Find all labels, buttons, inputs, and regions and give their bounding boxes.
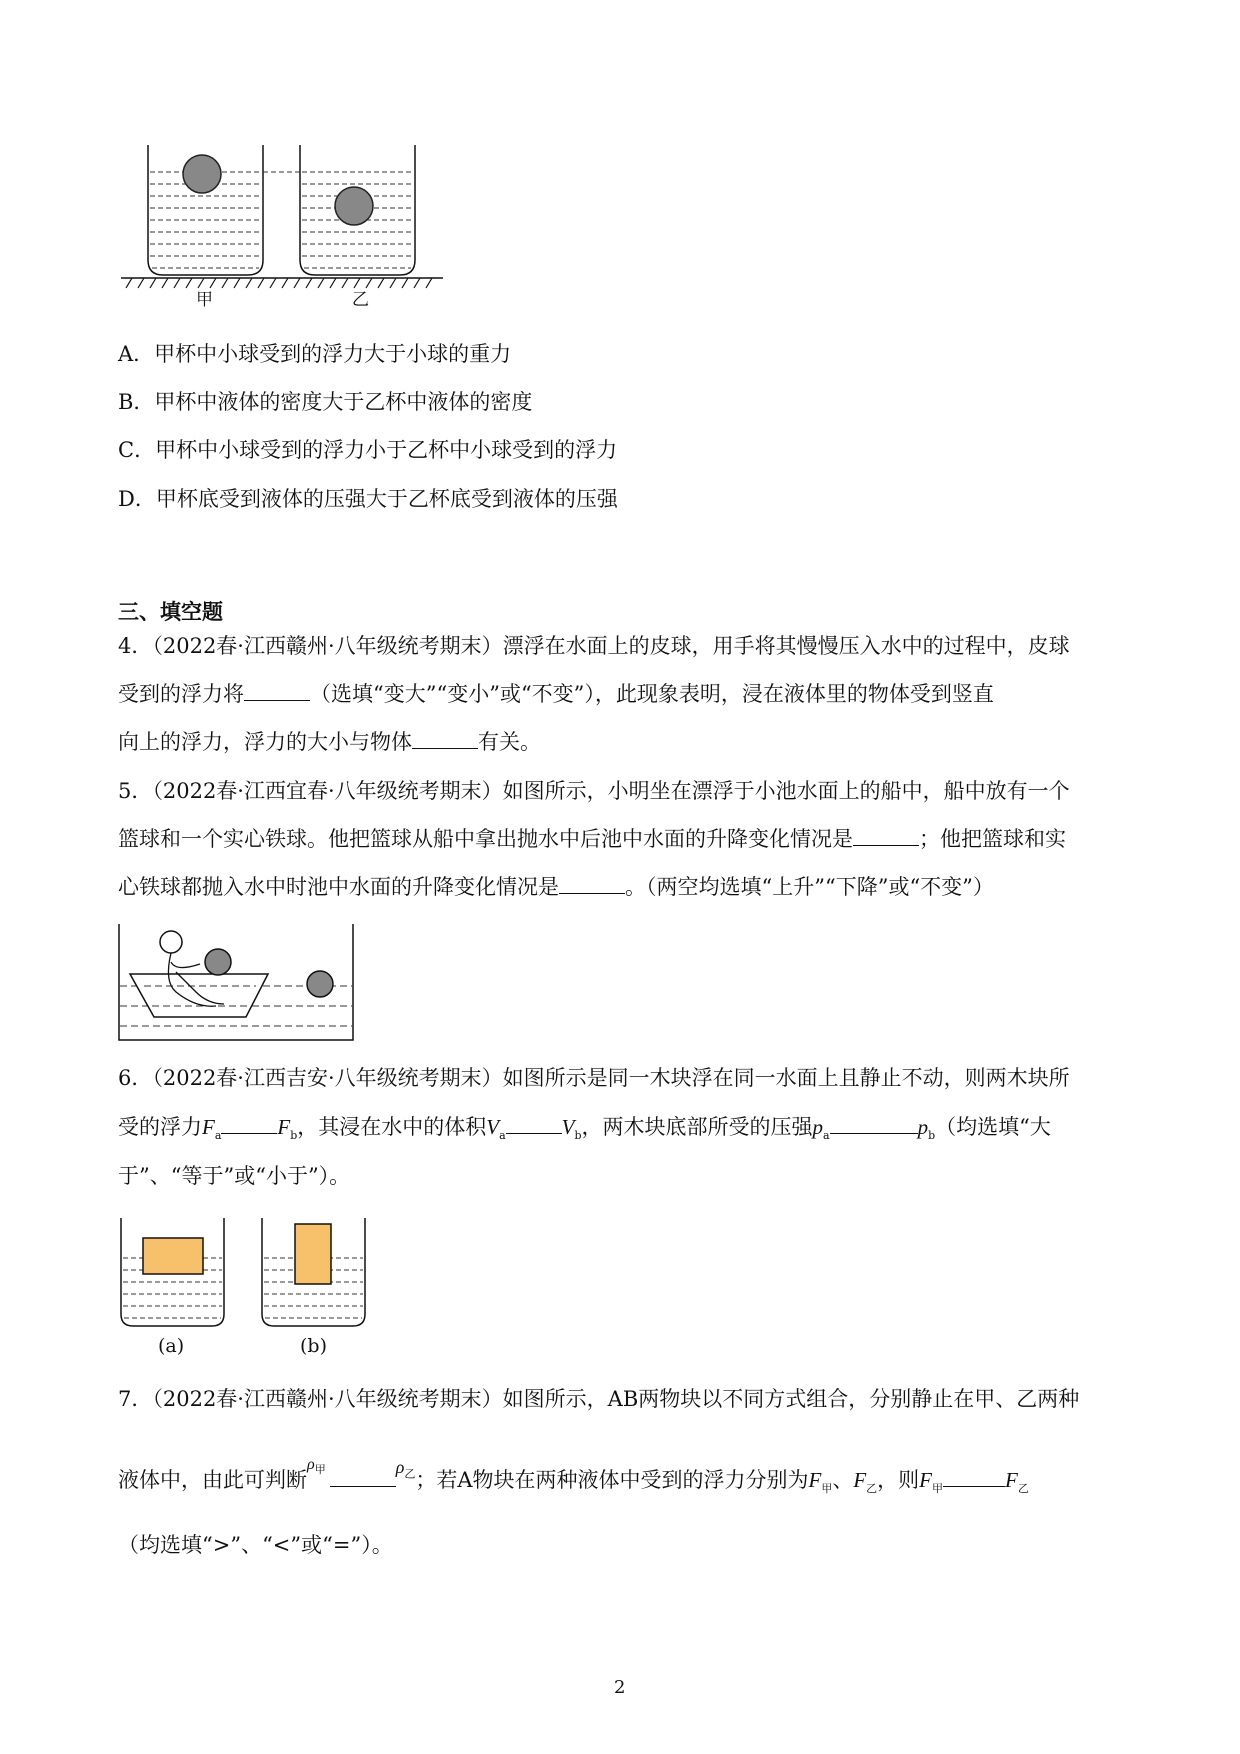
wood-block-a <box>143 1238 203 1274</box>
ball-in-boat <box>205 949 231 975</box>
person-head <box>160 931 182 953</box>
option-a: A．甲杯中小球受到的浮力大于小球的重力 <box>118 342 512 366</box>
q5-line1: 5．（2022春·江西宜春·八年级统考期末）如图所示，小明坐在漂浮于小池水面上的船中，船中放有一个 <box>118 779 1070 803</box>
option-d: D．甲杯底受到液体的压强大于乙杯底受到液体的压强 <box>118 487 618 511</box>
wood-block-b <box>295 1224 331 1284</box>
page-number: 2 <box>614 1677 626 1698</box>
q5-blank-1[interactable] <box>853 825 919 846</box>
q5-line3: 心铁球都抛入水中时池中水面的升降变化情况是 。（两空均选填“上升”“下降”或“不变”） <box>118 875 994 899</box>
q4-line1: 4．（2022春·江西赣州·八年级统考期末）漂浮在水面上的皮球，用手将其慢慢压入水中的过程中，皮球 <box>118 634 1070 658</box>
q6-blank-2[interactable] <box>506 1113 562 1134</box>
q6-blank-3[interactable] <box>830 1113 918 1134</box>
q7-blank-1[interactable] <box>330 1466 396 1487</box>
figure-label-jia: 甲 <box>196 290 213 310</box>
q7-line1: 7．（2022春·江西赣州·八年级统考期末）如图所示，AB两物块以不同方式组合，分别静止在甲、乙两种 <box>118 1387 1080 1411</box>
q5-line2: 篮球和一个实心铁球。他把篮球从船中拿出抛水中后池中水面的升降变化情况是 ；他把篮球和实 <box>118 827 1066 851</box>
figure-two-cups-balls <box>118 140 448 310</box>
figure-label-b: (b) <box>300 1335 327 1357</box>
ball-yi <box>335 187 373 225</box>
q6-line2: 受的浮力$F_a$ $F_b$，其浸在水中的体积$V_a$ $V_b$，两木块底部所受的压强$p_a$ $p_b$（均选填“大 <box>118 1115 1051 1143</box>
option-c: C．甲杯中小球受到的浮力小于乙杯中小球受到的浮力 <box>118 438 618 462</box>
section-title: 三、填空题 <box>118 599 223 624</box>
q4-blank-2[interactable] <box>412 728 478 749</box>
q6-blank-1[interactable] <box>221 1113 277 1134</box>
figure-label-yi: 乙 <box>352 290 369 310</box>
q7-line3: （均选填“>”、“<”或“=”）。 <box>118 1533 393 1557</box>
q6-line1: 6．（2022春·江西吉安·八年级统考期末）如图所示是同一木块浮在同一水面上且静止不动，则两木块所 <box>118 1066 1070 1090</box>
figure-label-a: (a) <box>158 1335 185 1357</box>
figure-wood-blocks <box>118 1214 368 1332</box>
ball-jia <box>183 155 221 193</box>
q7-line2: 液体中，由此可判断$^{\rho_甲}$ $\rho_乙$；若A物块在两种液体中受到的浮力分别为$F_甲$、$F_乙$，则$F_甲$ $F_乙$ <box>118 1456 1029 1496</box>
q5-blank-2[interactable] <box>559 873 625 894</box>
q4-line2: 受到的浮力将 （选填“变大”“变小”或“不变”），此现象表明，浸在液体里的物体受到竖直 <box>118 682 994 706</box>
q4-line3: 向上的浮力，浮力的大小与物体 有关。 <box>118 730 541 754</box>
option-b: B．甲杯中液体的密度大于乙杯中液体的密度 <box>118 390 533 414</box>
ball-in-water <box>307 971 333 997</box>
q4-blank-1[interactable] <box>244 680 310 701</box>
q6-line3: 于”、“等于”或“小于”）。 <box>118 1164 351 1188</box>
figure-boat-pool <box>116 922 358 1044</box>
q7-blank-2[interactable] <box>943 1466 1005 1487</box>
